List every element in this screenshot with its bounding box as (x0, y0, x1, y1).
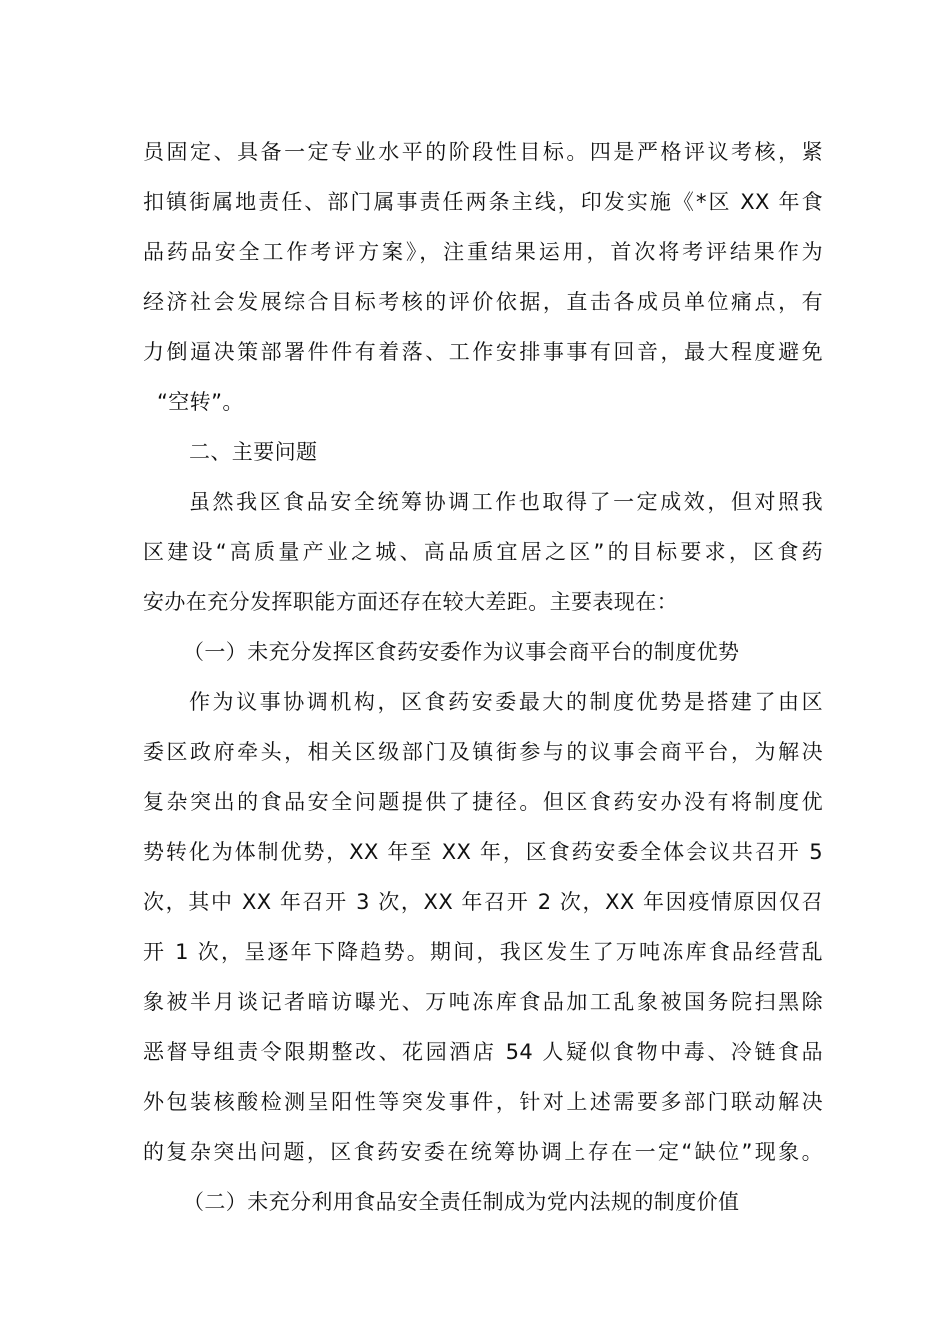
section-heading: 二、主要问题 (189, 440, 318, 464)
subsection-heading: （一）未充分发挥区食药安委作为议事会商平台的制度优势 (183, 640, 740, 664)
body-text-line: 次，其中 XX 年召开 3 次，XX 年召开 2 次，XX 年因疫情原因仅召 (143, 890, 823, 914)
body-text-line: 委区政府牵头，相关区级部门及镇街参与的议事会商平台，为解决 (143, 740, 823, 764)
body-text-line: “空转”。 (157, 390, 244, 414)
body-text-line: 扣镇街属地责任、部门属事责任两条主线，印发实施《*区 XX 年食 (143, 190, 823, 214)
body-text-line: 经济社会发展综合目标考核的评价依据，直击各成员单位痛点，有 (143, 290, 823, 314)
body-text-line: 安办在充分发挥职能方面还存在较大差距。主要表现在： (143, 590, 678, 614)
body-text-line: 作为议事协调机构，区食药安委最大的制度优势是搭建了由区 (189, 690, 823, 714)
body-text-line: 开 1 次，呈逐年下降趋势。期间，我区发生了万吨冻库食品经营乱 (143, 940, 823, 964)
body-text-line: 复杂突出的食品安全问题提供了捷径。但区食药安办没有将制度优 (143, 790, 823, 814)
body-text-line: 的复杂突出问题，区食药安委在统筹协调上存在一定“缺位”现象。 (143, 1140, 823, 1164)
body-text-line: 虽然我区食品安全统筹协调工作也取得了一定成效，但对照我 (189, 490, 823, 514)
body-text-line: 力倒逼决策部署件件有着落、工作安排事事有回音，最大程度避免 (143, 340, 823, 364)
body-text-line: 品药品安全工作考评方案》，注重结果运用，首次将考评结果作为 (143, 240, 823, 264)
body-text-line: 区建设“高质量产业之城、高品质宜居之区”的目标要求，区食药 (143, 540, 823, 564)
subsection-heading: （二）未充分利用食品安全责任制成为党内法规的制度价值 (183, 1190, 740, 1214)
body-text-line: 员固定、具备一定专业水平的阶段性目标。四是严格评议考核，紧 (143, 140, 823, 164)
body-text-line: 势转化为体制优势，XX 年至 XX 年，区食药安委全体会议共召开 5 (143, 840, 823, 864)
body-text-line: 象被半月谈记者暗访曝光、万吨冻库食品加工乱象被国务院扫黑除 (143, 990, 823, 1014)
body-text-line: 恶督导组责令限期整改、花园酒店 54 人疑似食物中毒、冷链食品 (143, 1040, 823, 1064)
body-text-line: 外包装核酸检测呈阳性等突发事件，针对上述需要多部门联动解决 (143, 1090, 823, 1114)
